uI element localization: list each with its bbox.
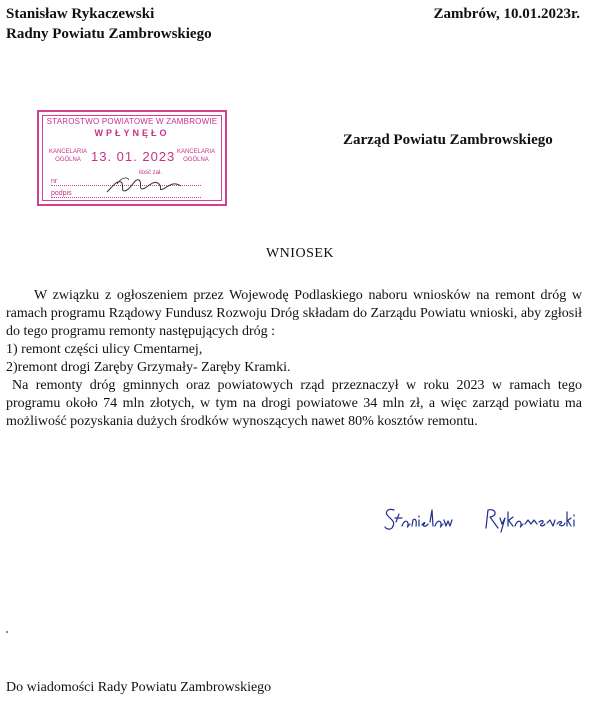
stamp-kancelaria-left <box>49 148 87 164</box>
stamp-kancelaria-right-line2: OGÓLNA <box>183 157 209 163</box>
intro-paragraph: W związku z ogłoszeniem przez Wojewodę Podlaskiego naboru wniosków na remont dróg w ramach programu Rządowy Fundusz Rozwoju Dróg składam do Zarządu Powiatu wnioski, aby zgłosił do tego programu remonty następujących dróg : <box>6 288 582 339</box>
stamp-date: 13. 01. 2023 <box>91 149 176 164</box>
handwritten-signature <box>382 502 582 536</box>
stamp-received-label: WPŁYNĘŁO <box>94 128 170 138</box>
stamp-kancelaria-left-line2: OGÓLNA <box>55 157 81 163</box>
sender-role: Radny Powiatu Zambrowskiego <box>6 26 212 42</box>
document-title: WNIOSEK <box>265 246 335 261</box>
stamp-office-name: STAROSTWO POWIATOWE W ZAMBROWIE <box>46 117 218 126</box>
stamp-kancelaria-left-line1: KANCELARIA <box>49 149 88 155</box>
stamp-signature-label: podpis <box>51 190 201 198</box>
recipient: Zarząd Powiatu Zambrowskiego <box>343 132 553 148</box>
received-stamp <box>37 110 227 206</box>
stamp-kancelaria-right-line1: KANCELARIA <box>176 149 215 155</box>
document-body <box>6 287 582 431</box>
list-item: 1) remont części ulicy Cmentarnej, <box>6 342 203 357</box>
stamp-number-label: nr <box>51 178 201 186</box>
sender-name: Stanisław Rykaczewski <box>6 6 155 22</box>
closing-paragraph: Na remonty dróg gminnych oraz powiatowych rząd przeznaczył w roku 2023 w ramach tego programu około 74 mln złotych, w tym na drogi powiatowe 34 mln zł, a więc zarząd powiatu ma możliwość pozyskania dużych środków wynoszących nawet 80% kosztów remontu. <box>6 378 582 429</box>
stamp-kancelaria-right <box>177 148 215 164</box>
stamp-handwritten-initials <box>99 170 199 198</box>
dot-mark <box>6 631 8 633</box>
place-date: Zambrów, 10.01.2023r. <box>433 6 580 22</box>
cc-line: Do wiadomości Rady Powiatu Zambrowskiego <box>6 680 272 695</box>
stamp-attachments-label: ilość zał. <box>139 170 163 176</box>
list-item: 2)remont drogi Zaręby Grzymały- Zaręby Kramki. <box>6 360 291 375</box>
